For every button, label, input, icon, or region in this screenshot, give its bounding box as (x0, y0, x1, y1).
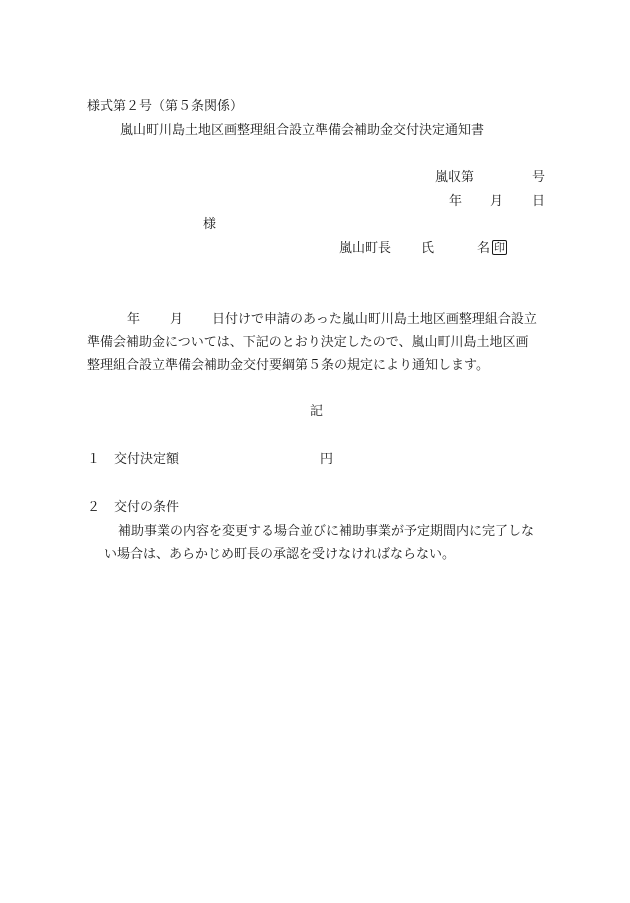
form-number: 様式第２号（第５条関係） (87, 99, 244, 114)
seal-mark (490, 240, 507, 255)
body-line-2: 準備会補助金については、下記のとおり決定したので、嵐山町川島土地区画 (87, 335, 529, 350)
body-line-3: 整理組合設立準備会補助金交付要綱第５条の規定により通知します。 (87, 358, 489, 373)
doc-number-suffix: 号 (532, 170, 546, 185)
addressee-suffix: 様 (203, 217, 217, 232)
sender-name-2: 名 (477, 241, 491, 256)
date-month: 月 (490, 194, 504, 209)
body-year: 年 (127, 312, 141, 327)
doc-number-prefix: 嵐収第 (435, 170, 475, 185)
seal-char: 印 (494, 241, 505, 254)
body-month: 月 (170, 312, 184, 327)
item-2-line-1: 補助事業の内容を変更する場合並びに補助事業が予定期間内に完了しな (118, 524, 535, 539)
date-day: 日 (532, 194, 546, 209)
sender-title: 嵐山町長 (339, 241, 392, 256)
date-year: 年 (449, 194, 463, 209)
body-line-1: 日付けで申請のあった嵐山町川島土地区画整理組合設立 (212, 312, 537, 327)
item-2-label: 交付の条件 (114, 500, 180, 515)
item-1-label: 交付決定額 (114, 452, 180, 467)
ki-heading: 記 (310, 404, 324, 419)
item-2-number: ２ (87, 500, 101, 515)
item-1-number: １ (87, 452, 101, 467)
sender-name-1: 氏 (421, 241, 435, 256)
item-1-unit: 円 (320, 452, 334, 467)
item-2-line-2: い場合は、あらかじめ町長の承認を受けなければならない。 (104, 547, 456, 562)
document-title: 嵐山町川島土地区画整理組合設立準備会補助金交付決定通知書 (120, 123, 485, 138)
